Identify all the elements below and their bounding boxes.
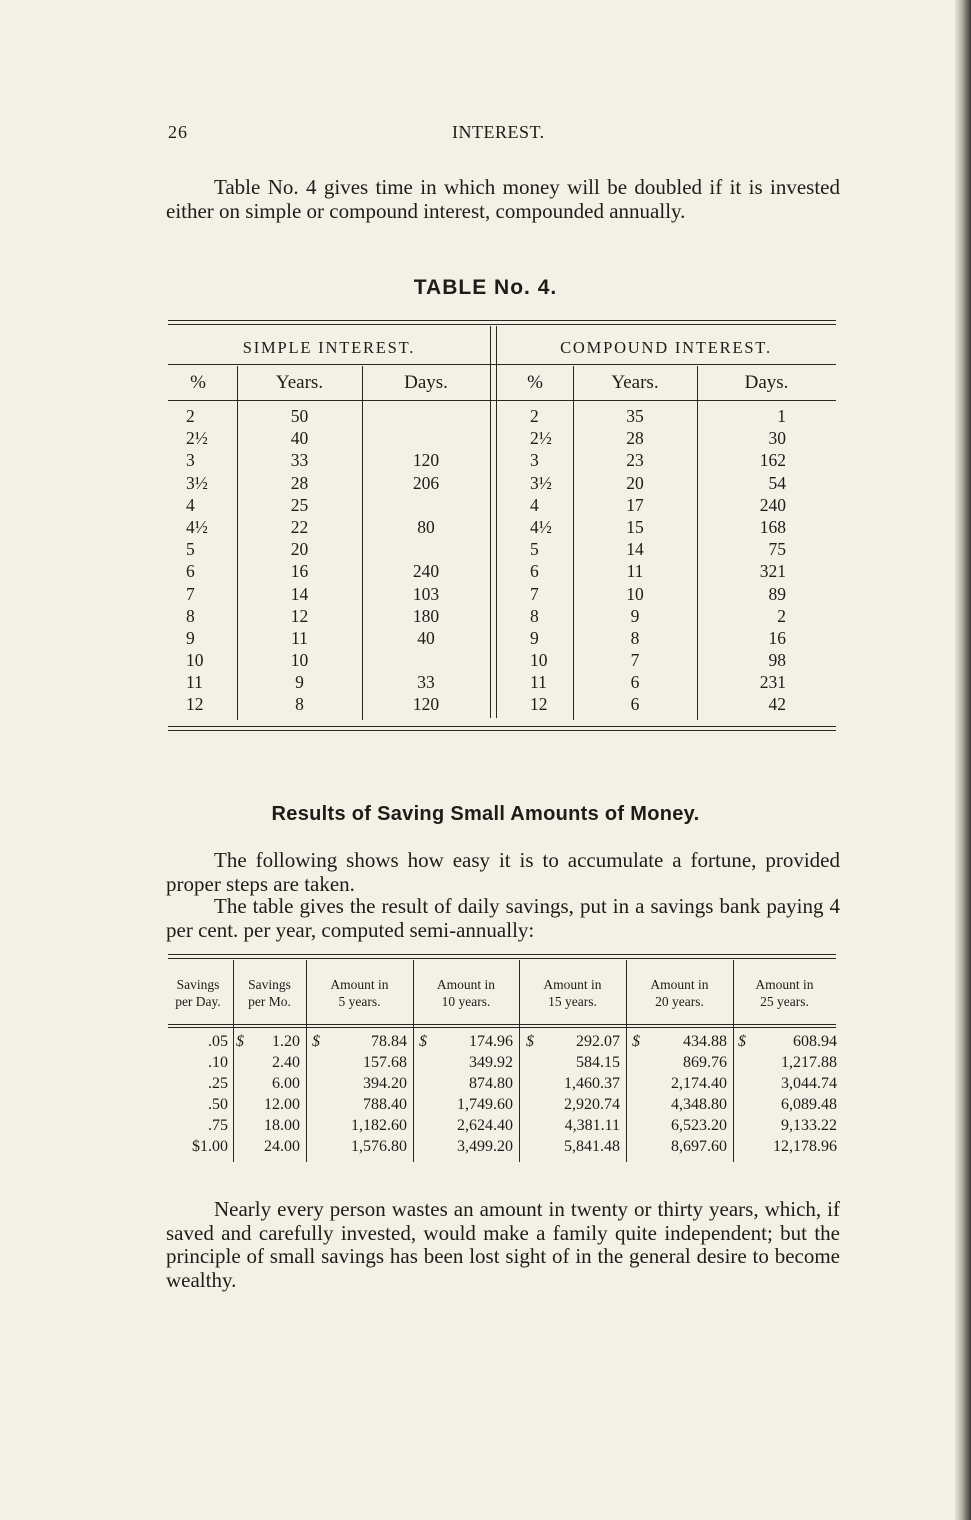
running-title: INTEREST. [452, 122, 545, 142]
dollar-sign: $ [419, 1033, 427, 1050]
table-cell: 23 [626, 450, 644, 471]
table-cell: 6.00 [272, 1075, 300, 1092]
header-line: Amount in [436, 977, 496, 992]
header-line: 10 years. [441, 994, 491, 1009]
savings-10-years-column [419, 1031, 513, 1157]
table-cell: 10 [186, 650, 204, 671]
table-cell: 157.68 [363, 1054, 407, 1071]
savings-15-years-column [526, 1031, 620, 1157]
table-cell: 240 [412, 561, 440, 582]
table-cell [312, 1031, 407, 1052]
table-cell: 180 [412, 605, 440, 626]
savings-header-15-years [519, 976, 626, 1010]
table-cell: .10 [208, 1054, 228, 1071]
savings-header-20-years [626, 976, 733, 1010]
table-cell: 8 [630, 627, 640, 648]
table-cell [526, 1031, 620, 1052]
table-cell: 16 [768, 627, 786, 648]
table-cell: 98 [768, 650, 786, 671]
savings-per-day-column [166, 1031, 228, 1157]
cell-value: 1.20 [272, 1033, 300, 1050]
table-cell: 9,133.22 [781, 1117, 837, 1134]
table-cell: 17 [626, 494, 644, 515]
header-line: per Mo. [248, 994, 291, 1009]
table-cell: 168 [759, 516, 786, 537]
intro-paragraph [166, 176, 840, 223]
table-cell: 1,217.88 [781, 1054, 837, 1071]
table-cell: 4,381.11 [564, 1117, 620, 1134]
table-cell: 584.15 [576, 1054, 620, 1071]
table-cell: 6 [630, 694, 640, 715]
dollar-sign: $ [738, 1033, 746, 1050]
table-cell: 10 [626, 583, 644, 604]
table-cell: 1 [777, 406, 786, 426]
header-line: 25 years. [760, 994, 809, 1009]
table-cell: 14 [290, 583, 309, 604]
table-cell [738, 1031, 837, 1052]
table-cell: 1,460.37 [564, 1075, 620, 1092]
table-cell: .75 [208, 1117, 228, 1134]
compound-interest-heading: COMPOUND INTEREST. [560, 338, 772, 357]
table-cell [362, 427, 490, 449]
savings-top-rule-2 [168, 958, 836, 959]
simple-percent-header: % [190, 372, 206, 393]
dollar-sign: $ [236, 1033, 244, 1050]
table-cell: 20 [626, 472, 644, 493]
savings-header-5-years [306, 976, 413, 1010]
following-paragraph [166, 849, 840, 896]
table-cell: 2 [186, 406, 195, 426]
header-line: 20 years. [655, 994, 704, 1009]
table-cell: 9 [295, 672, 304, 693]
table-cell: 7 [630, 650, 640, 671]
table-cell: 6,523.20 [671, 1117, 727, 1134]
table-cell: 11 [186, 672, 203, 693]
table-cell [362, 538, 490, 560]
table-cell: 3½ [530, 472, 552, 493]
table4-group-rule [168, 364, 836, 365]
table-cell [362, 649, 490, 671]
table-cell: 2 [777, 605, 786, 626]
compound-years-header: Years. [611, 372, 659, 393]
savings-5-years-column [312, 1031, 407, 1157]
cell-value: 292.07 [576, 1033, 620, 1050]
table-cell: 33 [417, 672, 435, 693]
table4-title: TABLE No. 4. [413, 276, 558, 299]
header-line: Savings [176, 977, 220, 992]
compound-percent-column [530, 405, 572, 716]
table-cell: 30 [768, 428, 786, 449]
table-cell: 8 [295, 694, 304, 715]
table-cell: 7 [186, 583, 195, 604]
simple-interest-heading: SIMPLE INTEREST. [242, 338, 416, 357]
table-cell: 321 [759, 561, 786, 582]
dollar-sign: $ [312, 1033, 320, 1050]
table-cell: 8 [530, 605, 539, 626]
table-cell: 349.92 [469, 1054, 513, 1071]
table-cell: 6,089.48 [781, 1096, 837, 1113]
compound-days-column [697, 405, 786, 716]
table4-header-rule [168, 400, 836, 401]
header-line: Amount in [650, 977, 709, 992]
table-cell: 2 [530, 406, 539, 426]
table-cell: 5 [530, 539, 539, 560]
table4-bottom-rule-2 [168, 730, 836, 731]
table-cell: 18.00 [264, 1117, 300, 1134]
table-cell: 231 [759, 672, 786, 693]
savings-20-years-column [632, 1031, 727, 1157]
savings-header-rule [168, 1024, 836, 1025]
table-cell: 40 [417, 627, 435, 648]
savings-top-rule [168, 954, 836, 955]
simple-days-header: Days. [404, 372, 448, 393]
table-cell: 11 [626, 561, 644, 582]
table4-center-divider [490, 326, 491, 718]
table4-top-rule [168, 320, 836, 321]
table-cell: 3 [530, 450, 539, 471]
table-cell: 40 [290, 428, 309, 449]
table-cell: 9 [530, 627, 539, 648]
table-cell: 2.40 [272, 1054, 300, 1071]
table-cell [632, 1031, 727, 1052]
table-cell: 5 [186, 539, 195, 560]
table-cell: 12 [290, 605, 309, 626]
table-cell: 2½ [186, 428, 208, 449]
table-cell: .05 [208, 1033, 228, 1050]
dollar-sign: $ [526, 1033, 534, 1050]
table-cell: 6 [530, 561, 539, 582]
following-text: The following shows how easy it is to accumulate a fortune, provided proper steps are taken. [166, 848, 840, 896]
cell-value: 608.94 [793, 1033, 837, 1050]
table-cell: 9 [186, 627, 195, 648]
table-cell: 2,920.74 [564, 1096, 620, 1113]
table-cell: 2,624.40 [457, 1117, 513, 1134]
table-cell: 75 [768, 539, 786, 560]
table-cell: 394.20 [363, 1075, 407, 1092]
table-cell: .50 [208, 1096, 228, 1113]
header-line: 5 years. [338, 994, 381, 1009]
simple-years-column [237, 405, 362, 716]
page-edge-shadow [955, 0, 971, 1520]
savings-25-years-column [738, 1031, 837, 1157]
table-cell: 22 [290, 516, 309, 537]
table4-top-rule-2 [168, 324, 836, 325]
table-cell: 2½ [530, 428, 552, 449]
table-cell: .25 [208, 1075, 228, 1092]
compound-percent-header: % [527, 372, 543, 393]
table-cell: 4½ [186, 516, 208, 537]
simple-days-column [362, 405, 490, 716]
table4-center-divider-2 [496, 326, 497, 718]
table-cell: 3,044.74 [781, 1075, 837, 1092]
table-cell: 8,697.60 [671, 1138, 727, 1155]
table-cell: 12.00 [264, 1096, 300, 1113]
table-cell: 28 [626, 428, 644, 449]
table-cell [362, 405, 490, 427]
header-line: Amount in [543, 977, 602, 992]
compound-days-header: Days. [744, 372, 789, 393]
table-cell: 3½ [186, 472, 208, 493]
savings-header-per-day [163, 976, 233, 1010]
page-header [168, 122, 838, 150]
table-cell: 33 [290, 450, 309, 471]
compound-years-column [573, 405, 697, 716]
table-cell: 11 [530, 672, 547, 693]
table-cell: 9 [630, 605, 640, 626]
table-cell: 11 [291, 627, 308, 648]
savings-per-month-column [236, 1031, 300, 1157]
table-cell: 162 [759, 450, 786, 471]
table-cell: 15 [626, 516, 644, 537]
table-cell: 3,499.20 [457, 1138, 513, 1155]
table-cell: 5,841.48 [564, 1138, 620, 1155]
table-cell: 120 [412, 450, 440, 471]
header-line: per Day. [175, 994, 221, 1009]
table-cell: 788.40 [363, 1096, 407, 1113]
table-cell: 89 [768, 583, 786, 604]
savings-header-25-years [733, 976, 836, 1010]
table-cell: 12,178.96 [773, 1138, 837, 1155]
table-cell: 1,182.60 [351, 1117, 407, 1134]
intro-text: Table No. 4 gives time in which money will be doubled if it is invested either on simple or compound interest, compounded annually. [166, 175, 840, 223]
table-cell: 54 [768, 472, 786, 493]
table4-bottom-rule [168, 726, 836, 727]
table-cell: 240 [759, 494, 786, 515]
results-section-title: Results of Saving Small Amounts of Money. [271, 803, 700, 825]
table-cell: 1,576.80 [351, 1138, 407, 1155]
table-cell: 3 [186, 450, 195, 471]
table-cell: 6 [186, 561, 195, 582]
table-cell [236, 1031, 300, 1052]
table-cell: $1.00 [192, 1138, 228, 1155]
table-cell: 12 [530, 694, 548, 715]
table-cell: 16 [290, 561, 309, 582]
table-cell: 50 [290, 406, 309, 426]
table-cell [362, 494, 490, 516]
table-cell: 7 [530, 583, 539, 604]
table-cell: 12 [186, 694, 204, 715]
table-cell: 103 [412, 583, 440, 604]
table-cell: 206 [412, 472, 440, 493]
table-description-text: The table gives the result of daily savings, put in a savings bank paying 4 per cent. per year, computed semi-annually: [166, 894, 840, 942]
table-cell: 20 [290, 539, 309, 560]
cell-value: 78.84 [371, 1033, 407, 1050]
page-number: 26 [168, 122, 188, 142]
savings-header-rule-2 [168, 1027, 836, 1028]
table-cell [419, 1031, 513, 1052]
closing-paragraph [166, 1198, 840, 1292]
table-cell: 35 [626, 406, 644, 426]
table-cell: 2,174.40 [671, 1075, 727, 1092]
cell-value: 434.88 [683, 1033, 727, 1050]
header-line: Amount in [755, 977, 814, 992]
table-cell: 120 [412, 694, 440, 715]
table-cell: 1,749.60 [457, 1096, 513, 1113]
table-cell: 869.76 [683, 1054, 727, 1071]
table-cell: 25 [290, 494, 309, 515]
table-cell: 80 [417, 516, 435, 537]
table-cell: 42 [768, 694, 786, 715]
table-cell: 874.80 [469, 1075, 513, 1092]
table-description-paragraph [166, 895, 840, 942]
simple-percent-column [186, 405, 236, 716]
table-cell: 4,348.80 [671, 1096, 727, 1113]
table-cell: 8 [186, 605, 195, 626]
table-cell: 24.00 [264, 1138, 300, 1155]
header-line: Amount in [330, 977, 389, 992]
table-cell: 10 [530, 650, 548, 671]
header-line: Savings [248, 977, 291, 992]
header-line: 15 years. [548, 994, 597, 1009]
closing-text: Nearly every person wastes an amount in twenty or thirty years, which, if saved and carefully invested, would make a family quite independent; but the principle of small savings has been lost sight of in the general desire to become wealthy. [166, 1197, 840, 1292]
savings-header-10-years [413, 976, 519, 1010]
table-cell: 28 [290, 472, 309, 493]
table-cell: 4 [186, 494, 195, 515]
table-cell: 6 [630, 672, 640, 693]
table-cell: 4½ [530, 516, 552, 537]
table-cell: 4 [530, 494, 539, 515]
simple-years-header: Years. [275, 372, 324, 393]
dollar-sign: $ [632, 1033, 640, 1050]
savings-header-per-month [233, 976, 306, 1010]
table-cell: 10 [290, 650, 309, 671]
cell-value: 174.96 [469, 1033, 513, 1050]
table-cell: 14 [626, 539, 644, 560]
